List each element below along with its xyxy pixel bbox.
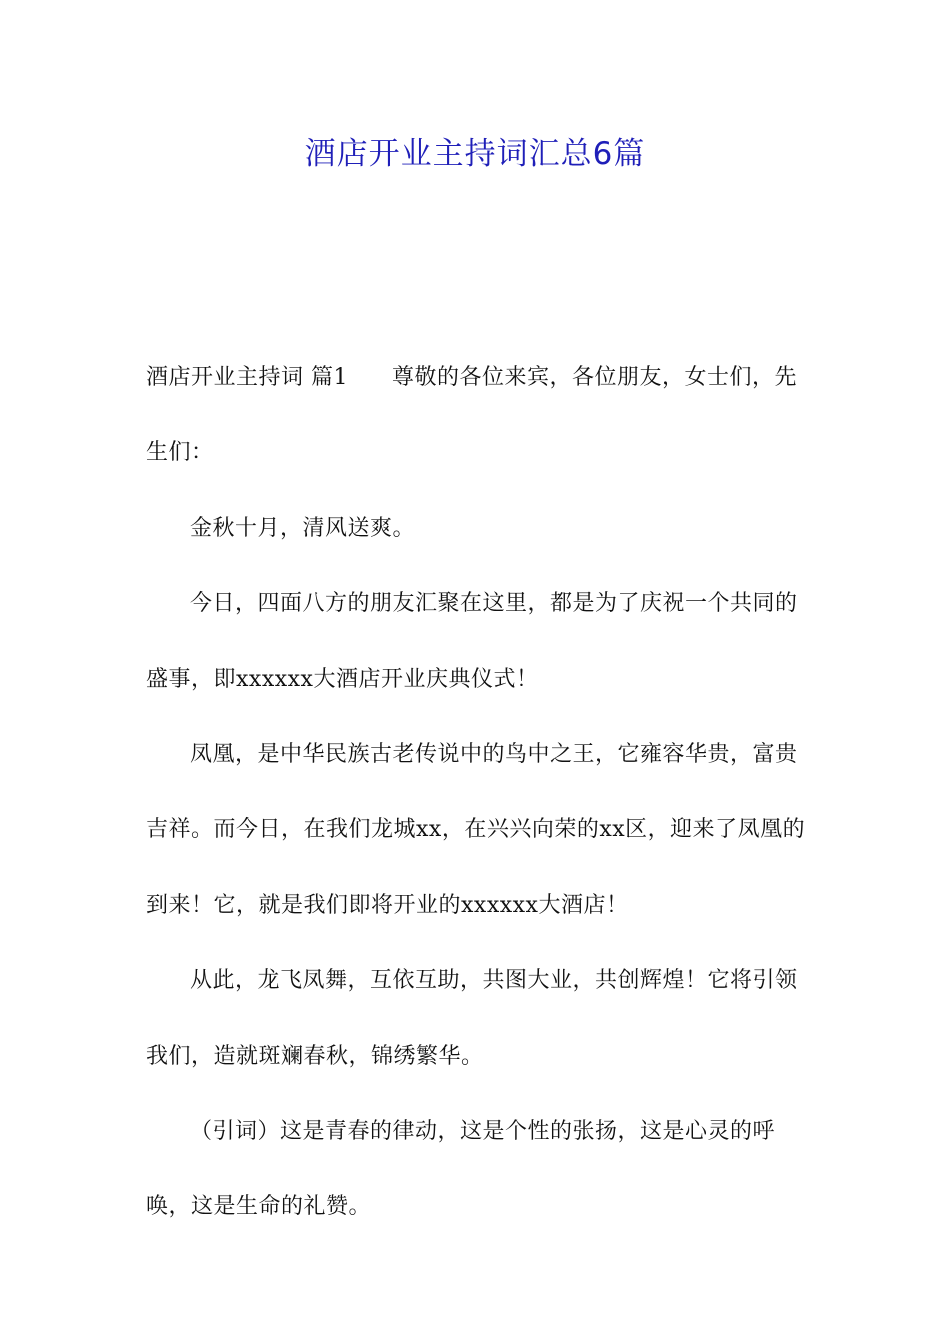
paragraph-4: 凤凰，是中华民族古老传说中的鸟中之王，它雍容华贵，富贵吉祥。而今日，在我们龙城xx，在兴兴向荣的xx区，迎来了凤凰的到来！它，就是我们即将开业的xxxxxx大酒店！ [146,742,806,918]
section-heading: 酒店开业主持词 篇1 [146,365,348,390]
document-body [146,340,810,1245]
document-title: 酒店开业主持词汇总6篇 [304,136,646,172]
first-paragraph [146,340,810,491]
paragraph-1: 尊敬的各位来宾，各位朋友，女士们，先生们： [146,365,798,466]
paragraph-3: 今日，四面八方的朋友汇聚在这里，都是为了庆祝一个共同的盛事，即xxxxxx大酒店开业庆典仪式！ [146,591,798,692]
paragraph-2: 金秋十月，清风送爽。 [190,515,416,541]
paragraph-6: （引词）这是青春的律动，这是个性的张扬，这是心灵的呼唤，这是生命的礼赞。 [146,1119,776,1220]
paragraph-5: 从此，龙飞凤舞，互依互助，共图大业，共创辉煌！它将引领我们，造就斑斓春秋，锦绣繁华。 [146,968,798,1069]
